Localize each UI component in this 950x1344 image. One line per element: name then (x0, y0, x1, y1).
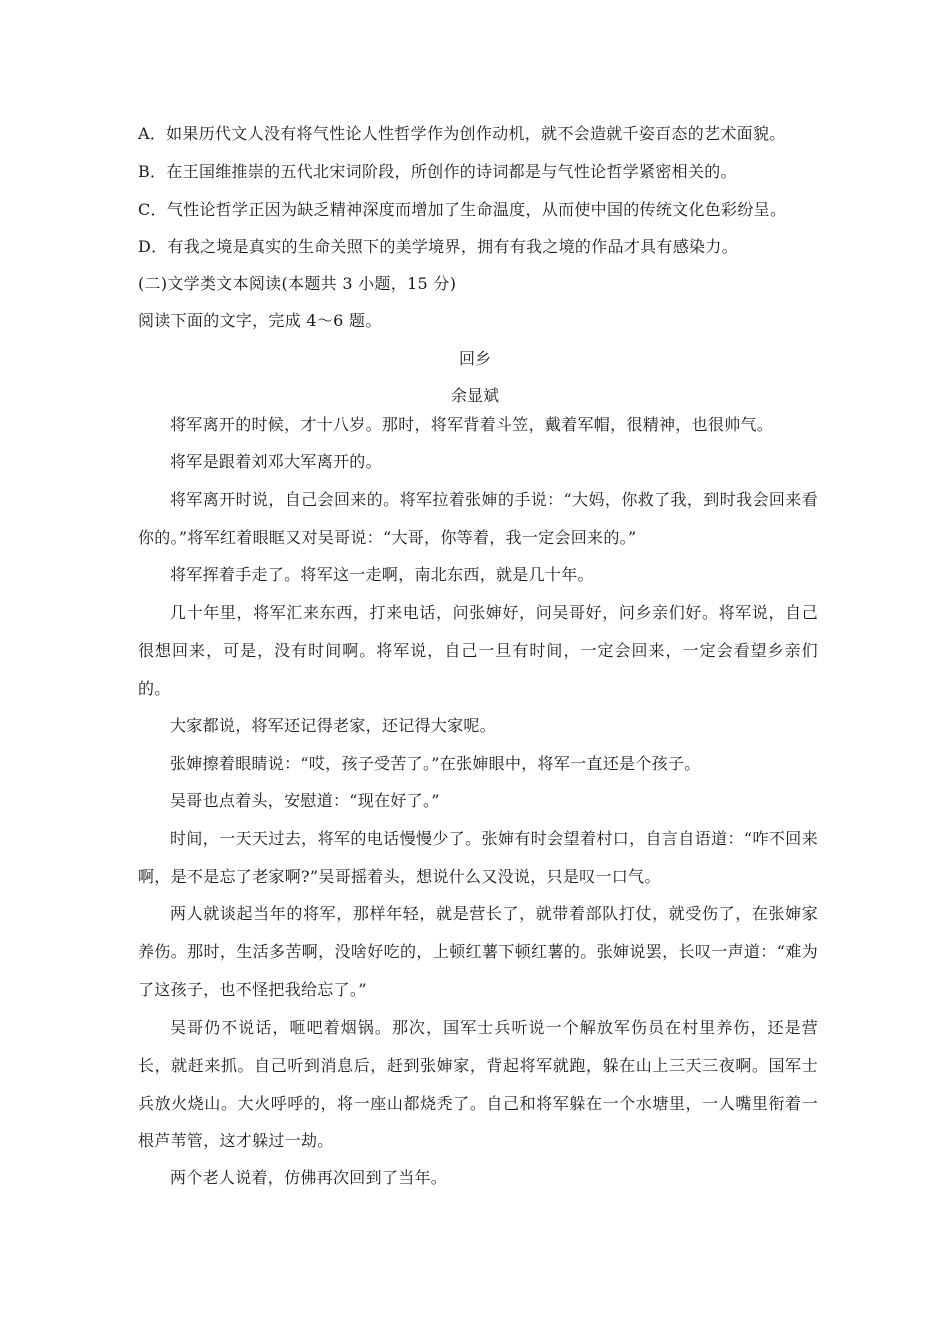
story-paragraph: 几十年里，将军汇来东西，打来电话，问张婶好，问吴哥好，问乡亲们好。将军说，自己很想回来，可是，没有时间啊。将军说，自己一旦有时间，一定会回来，一定会看望乡亲们的。 (138, 603, 818, 698)
story-paragraph: 将军离开的时候，才十八岁。那时，将军背着斗笠，戴着军帽，很精神，也很帅气。 (170, 415, 774, 434)
story-paragraph: 两个老人说着，仿佛再次回到了当年。 (170, 1168, 448, 1187)
story-paragraph: 大家都说，将军还记得老家，还记得大家呢。 (170, 716, 497, 735)
story-author: 余显斌 (450, 386, 499, 405)
story-paragraph: 张婶擦着眼睛说：“哎，孩子受苦了。”在张婶眼中，将军一直还是个孩子。 (170, 754, 701, 773)
instruction: 阅读下面的文字，完成 4～6 题。 (138, 311, 382, 330)
option-c: C．气性论哲学正因为缺乏精神深度而增加了生命温度，从而使中国的传统文化色彩纷呈。 (138, 200, 787, 219)
story-paragraph: 将军离开时说，自己会回来的。将军拉着张婶的手说：“大妈，你救了我，到时我会回来看你的。”将军红着眼眶又对吴哥说：“大哥，你等着，我一定会回来的。” (138, 490, 818, 547)
story-title: 回乡 (458, 349, 491, 368)
story-paragraph: 将军是跟着刘邓大军离开的。 (170, 452, 382, 471)
option-b: B．在王国维推崇的五代北宋词阶段，所创作的诗词都是与气性论哲学紧密相关的。 (138, 162, 737, 181)
story-paragraph: 两人就谈起当年的将军，那样年轻，就是营长了，就带着部队打仗，就受伤了，在张婶家养伤。那时，生活多苦啊，没啥好吃的，上顿红薯下顿红薯的。张婶说罢，长叹一声道：“难为了这孩子，也不怪把我给忘了。” (138, 904, 818, 999)
story-paragraph: 吴哥仍不说话，咂吧着烟锅。那次，国军士兵听说一个解放军伤员在村里养伤，还是营长，就赶来抓。自己听到消息后，赶到张婶家，背起将军就跑，躲在山上三天三夜啊。国军士兵放火烧山。大火呼呼的，将一座山都烧秃了。自己和将军躲在一个水塘里，一人嘴里衔着一根芦苇管，这才躲过一劫。 (138, 1018, 818, 1151)
section-heading: (二)文学类文本阅读(本题共 3 小题，15 分) (138, 274, 457, 293)
option-d: D．有我之境是真实的生命关照下的美学境界，拥有有我之境的作品才具有感染力。 (138, 237, 738, 256)
option-a: A．如果历代文人没有将气性论人性哲学作为创作动机，就不会造就千姿百态的艺术面貌。 (138, 124, 786, 143)
story-paragraph: 吴哥也点着头，安慰道：“现在好了。” (170, 791, 440, 810)
story-paragraph: 时间，一天天过去，将军的电话慢慢少了。张婶有时会望着村口，自言自语道：“咋不回来啊，是不是忘了老家啊?”吴哥摇着头，想说什么又没说，只是叹一口气。 (138, 829, 818, 886)
story-paragraph: 将军挥着手走了。将军这一走啊，南北东西，就是几十年。 (170, 565, 594, 584)
